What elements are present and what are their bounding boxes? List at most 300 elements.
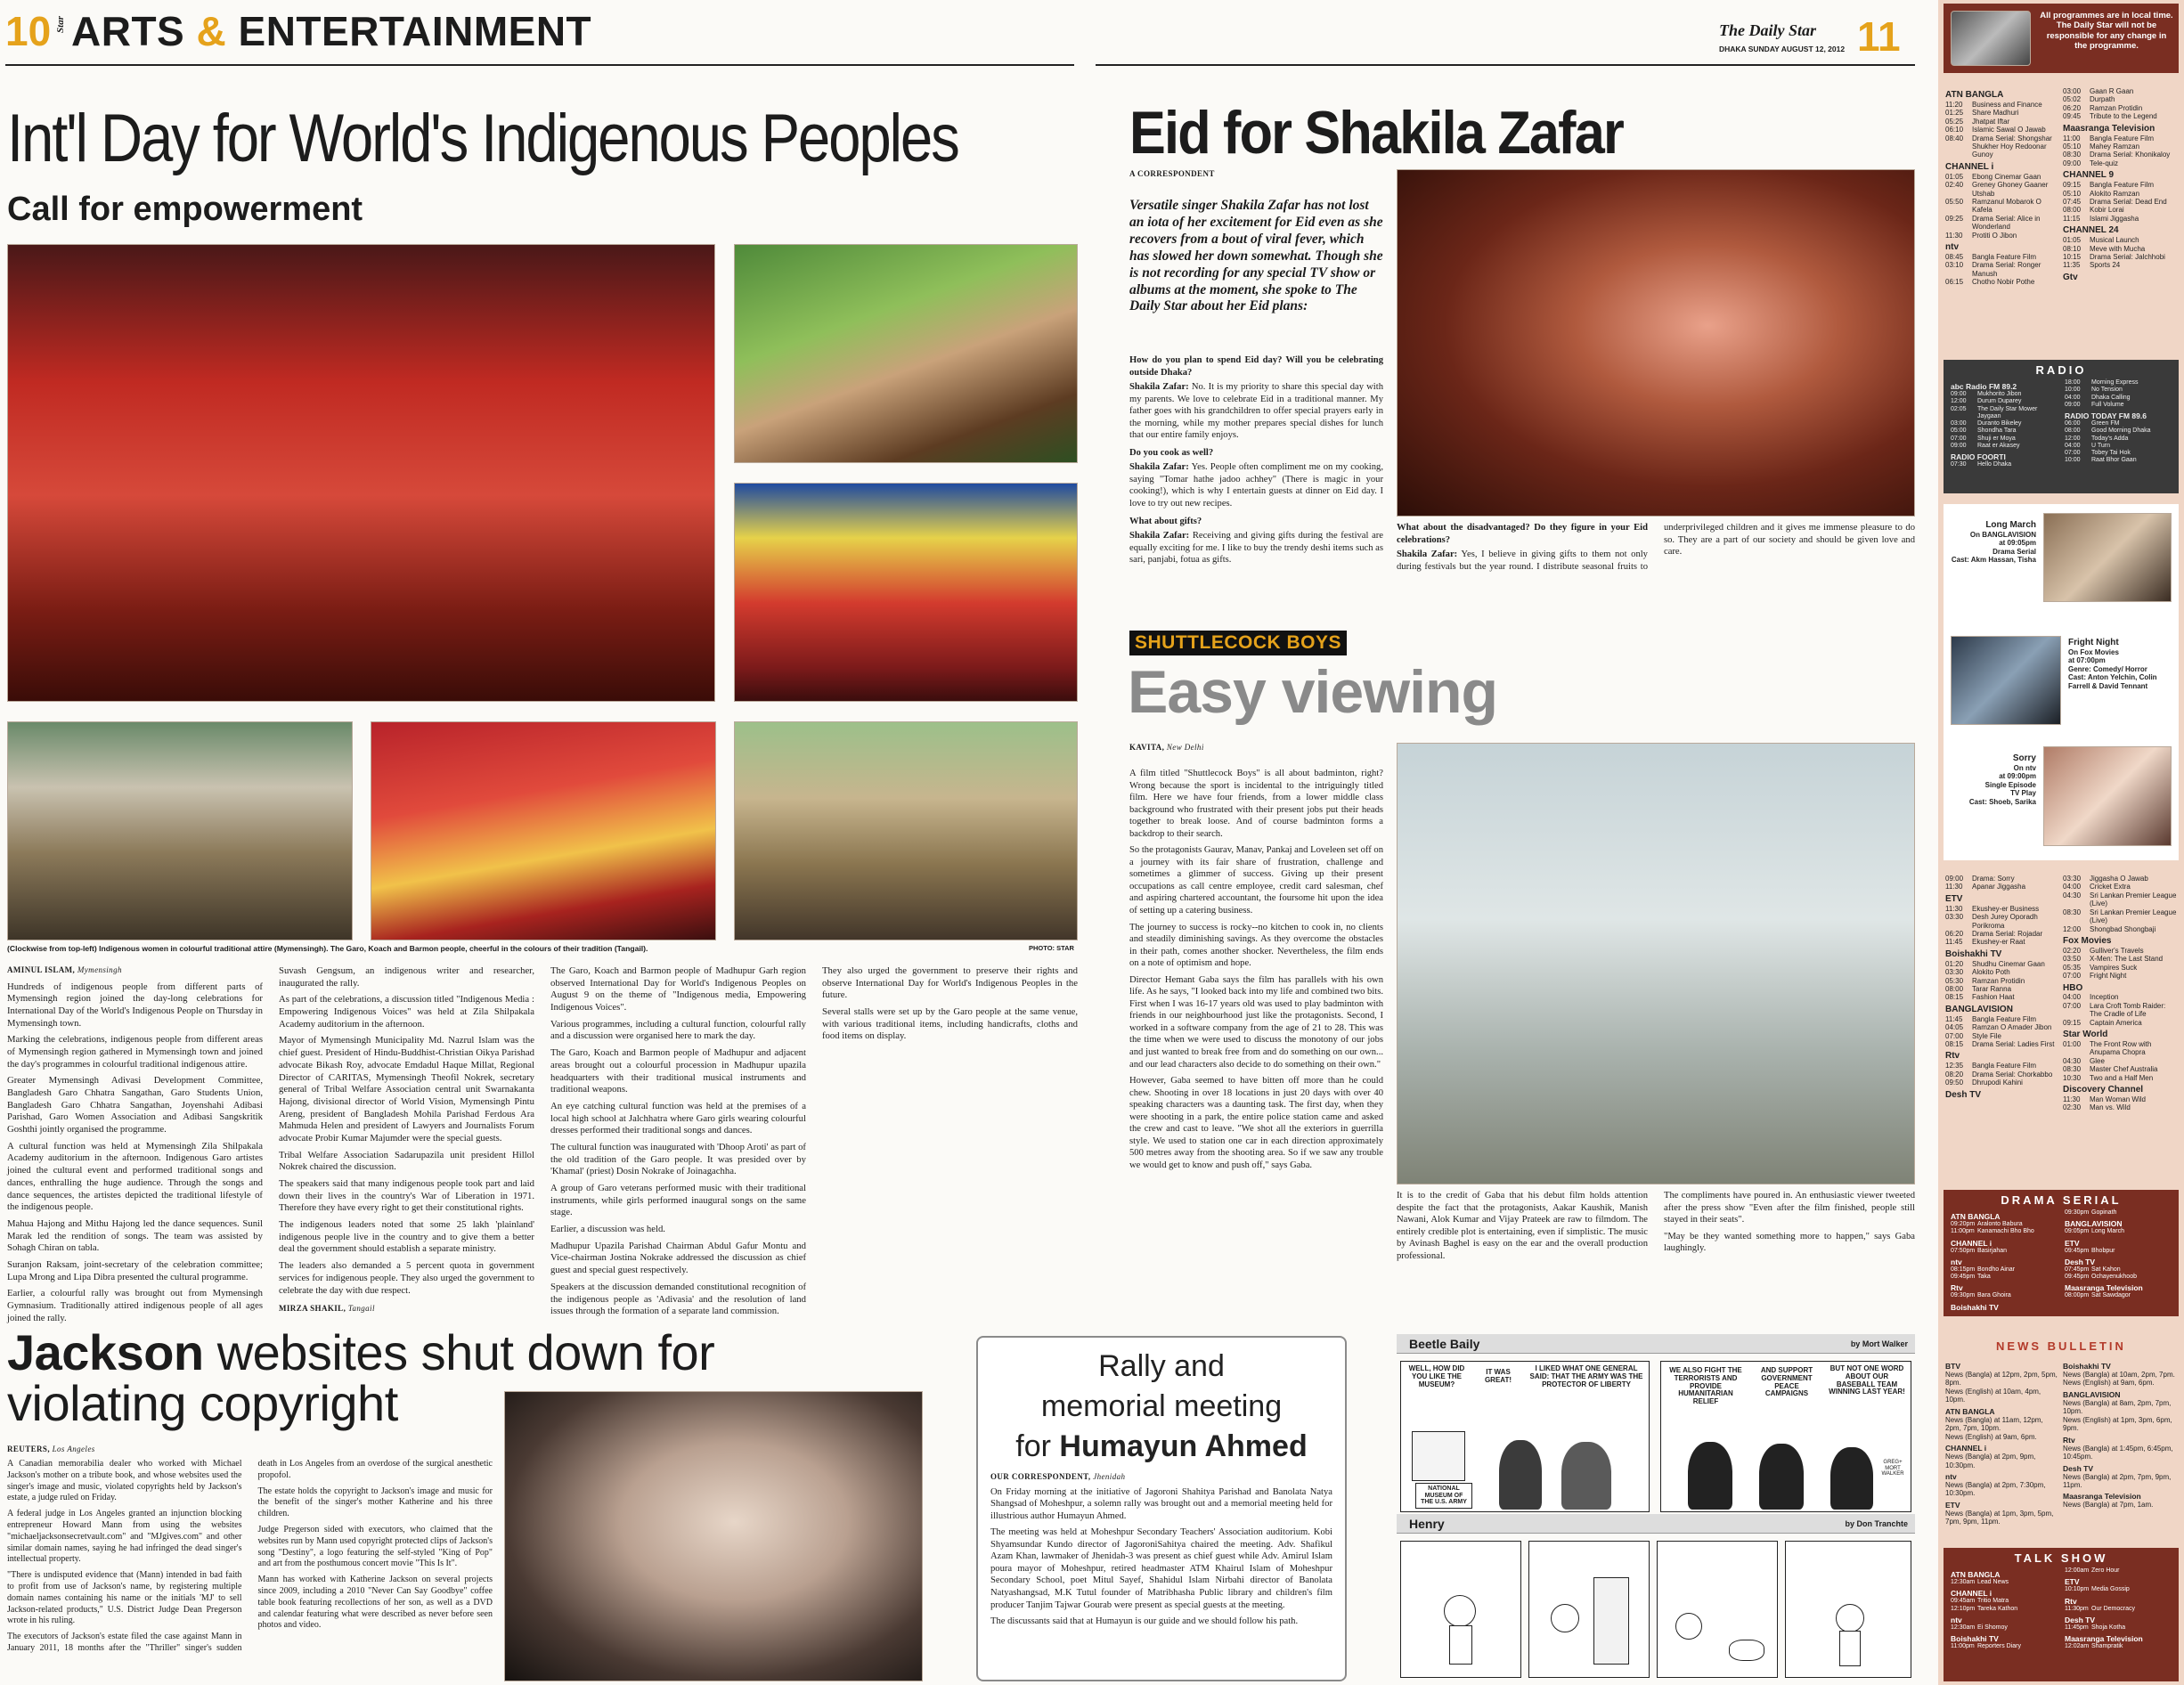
- listing-row: [2063, 151, 2179, 159]
- listing-row: [1945, 134, 2059, 159]
- paragraph: Speakers at the discussion demanded constitutional recognition of the indigenous people as 'Adivasia' and the resolution of land issues through the formation of a separate land commission.: [550, 1281, 806, 1317]
- listing-row: [2063, 1103, 2179, 1111]
- listing-row: [2065, 435, 2173, 443]
- listing-time: 11:00pm: [1951, 1643, 1975, 1650]
- listing-row: [1945, 1070, 2059, 1079]
- listing-show: Tritio Matra: [1977, 1598, 2009, 1605]
- listing-time: 08:15: [1945, 1039, 1964, 1048]
- listing-time: 06:00: [2065, 420, 2081, 427]
- listing-time: 10:30: [2063, 1073, 2082, 1082]
- talk-col-1: [1951, 1567, 2059, 1650]
- channel-name: ETV: [1945, 1500, 1960, 1510]
- listing-row: [1945, 232, 2059, 240]
- listing-row: [2063, 1074, 2179, 1082]
- paragraph: The indigenous leaders noted that some 25 lakh 'plainland' indigenous people live in the country and to give them a better deal the government should establish a separate ministry.: [279, 1219, 534, 1255]
- answer: Shakila Zafar: Yes. People often compliment me on my cooking, saying "Tomar hathe jadoo achhey" (There is magic in your cooking!), which is why I entertain guests at dinner on Eid day. I love to try out new recipes.: [1129, 462, 1383, 509]
- photo-shakila-zafar: [1397, 169, 1915, 517]
- listing-time: 05:10: [2063, 142, 2082, 151]
- listing-time: 12:02am: [2065, 1643, 2090, 1650]
- listing-time: 07:00: [2065, 450, 2081, 457]
- paragraph: Director Hemant Gaba says the film has parallels with his own life. As he says, "I looked back into my life and combined two bits. First when I was 16-17 years old was used to play badminton with friends in our neighbourhood just like the protagonists. Second, I worked in a software company from the age of 21 to 28. This was the time when we were used to discuss the monotony of our jobs and just wanted to break free from and do something on our own... and our lead characters also decide to do something on their own.": [1129, 974, 1384, 1070]
- listing-row: [2063, 1002, 2179, 1019]
- listing-time: 04:30: [2063, 891, 2082, 899]
- right-masthead: [1719, 13, 1924, 62]
- listing-row: [2065, 1624, 2173, 1632]
- listing-row: [1951, 1579, 2059, 1586]
- henry-title-bar: [1397, 1514, 1915, 1534]
- listing-row: [1945, 985, 2059, 993]
- listing-row: [2063, 964, 2179, 972]
- left-masthead: [0, 7, 891, 61]
- henry-figure-icon: [1444, 1595, 1476, 1627]
- listing-row: [1945, 1023, 2059, 1031]
- speech-bubble: WE ALSO FIGHT THE TERRORISTS AND PROVIDE HUMANITARIAN RELIEF: [1669, 1366, 1742, 1406]
- photo-seated-crowd: [371, 721, 716, 940]
- listing-show: Lead News: [1977, 1579, 2009, 1586]
- listing-show: Kobir Lorai: [2090, 206, 2124, 215]
- listing-row: [2063, 908, 2179, 925]
- bulletin-times: News (English) at 9am, 6pm.: [2063, 1379, 2155, 1388]
- listing-show: Aralonto Babura: [1977, 1221, 2023, 1228]
- listing-show: The Daily Star Mower Jaygaan: [1977, 405, 2038, 419]
- tv-set-icon: [1951, 11, 2031, 66]
- listing-time: 09:25: [1945, 214, 1964, 223]
- listing-row: [2063, 206, 2179, 214]
- paragraph: As part of the celebrations, a discussion titled "Indigenous Media : Empowering Indigenous Voices" was held at Zila Shilpakala Academy auditorium in the afternoon.: [279, 994, 534, 1030]
- news-bulletin-box: [1944, 1339, 2179, 1543]
- channel-name: CHANNEL i: [1951, 1589, 1992, 1599]
- promo-line: On ntv: [2013, 763, 2036, 772]
- listing-time: 08:15pm: [1951, 1266, 1976, 1273]
- artist-signature: GREG+ MORT WALKER: [1881, 1460, 1904, 1477]
- paragraph: Suranjon Raksam, joint-secretary of the celebration committee; Lupa Mrong and Lipa Dibra presented the cultural programme.: [7, 1258, 263, 1282]
- listing-row: [2065, 1567, 2173, 1575]
- promo-line: TV Play: [2010, 789, 2036, 798]
- listing-time: 01:25: [1945, 109, 1964, 118]
- tv-listing-col-2: [2063, 87, 2179, 283]
- listing-show: Drama Serial: Jalchhobi: [2090, 252, 2165, 261]
- paragraph: The speakers said that many indigenous people took part and laid down their lives in the country's War of Liberation in 1971. Therefore they have every right to get their constitutional rights.: [279, 1178, 534, 1214]
- listing-time: 12:30am: [1951, 1624, 1976, 1631]
- listing-row: [2063, 253, 2179, 261]
- talk-show-title: TALK SHOW: [2014, 1551, 2108, 1565]
- listing-time: 02:05: [1951, 405, 1967, 412]
- listings-sidebar: [1938, 0, 2184, 1685]
- listing-show: Gaan R Gaan: [2090, 87, 2134, 95]
- listing-row: [2065, 443, 2173, 450]
- channel-name: HBO: [2063, 982, 2083, 993]
- channel-name: Maasranga Television: [2063, 1492, 2141, 1502]
- answer: Shakila Zafar: No. It is my priority to share this special day with my parents. We love to celebrate Eid in a traditional manner. My father goes with his grandchildren to offer special prayers early in the morning, while my mother prepares special dishes for lunch that our entire family enjoys.: [1129, 382, 1383, 441]
- listing-time: 07:00: [1945, 1031, 1964, 1040]
- jackson-headline-bold: Jackson: [7, 1324, 204, 1380]
- promo-sorry: [1951, 753, 2036, 806]
- rally-byline: OUR CORRESPONDENT, Jhenidah: [990, 1471, 1126, 1481]
- listing-row: [1945, 126, 2059, 134]
- listing-row: [1945, 930, 2059, 938]
- listing-show: Shondha Tara: [1977, 427, 2017, 435]
- listing-time: 12:10pm: [1951, 1605, 1976, 1612]
- listing-time: 01:05: [2063, 236, 2082, 245]
- channel-name: Gtv: [2063, 272, 2078, 282]
- listing-time: 09:45pm: [1951, 1274, 1976, 1281]
- listing-row: [1951, 435, 2059, 443]
- shuttlecock-body-1: [1129, 768, 1383, 1289]
- paragraph: The meeting was held at Moheshpur Secondary Teachers' Association auditorium. Kobi Shyamsundar Kundo director of JagoroniSahitya chaired the meeting. Adv. Shafikul Azam Khan, lawmaker of Jhenidah-3 was present as chief guest while Adv. Amirul Islam poura mayor of Moheshpur, retired headmaster ATM Khairul Islam of Moheshpur Secondary School, poet Mitul Sayef, Shahidul Islam Nirbahi director of Banolata Natyashangsad, M.K Tutul founder of Matribhasha Public library and children's film producer Tanjim Tajwar Gourab were present as special guests at the meeting.: [990, 1527, 1332, 1610]
- listing-row: [2063, 993, 2179, 1001]
- bulletin-times: News (Bangla) at 2pm, 9pm, 10:30pm.: [1945, 1453, 2036, 1469]
- listing-time: 10:00: [2065, 457, 2081, 464]
- dog-icon: [1729, 1640, 1764, 1661]
- listing-row: [1951, 1643, 2059, 1650]
- listing-show: Captain America: [2090, 1018, 2142, 1027]
- listing-row: [1951, 398, 2059, 405]
- listing-time: 11:30: [2063, 1095, 2081, 1103]
- paragraph: It is to the credit of Gaba that his debut film holds attention despite the fact that the protagonists, Aakar Kaushik, Manish Nawani, Alok Kumar and Vijay Prateek are raw to filmdom. The entirely credible plot is entertaining, even if simplistic. The music by Avinash Baghel is easy on the ear and the overall production professional.: [1397, 1191, 1648, 1261]
- listing-time: 09:45pm: [2065, 1247, 2090, 1254]
- listing-row: [1945, 1040, 2059, 1048]
- listing-show: X-Men: The Last Stand: [2090, 955, 2164, 964]
- listing-show: Bangla Feature Film: [1972, 252, 2037, 261]
- listing-row: [2065, 379, 2173, 387]
- listing-show: Sri Lankan Premier League (Live): [2090, 891, 2177, 908]
- listing-time: 08:30: [2063, 151, 2082, 159]
- listing-row: [2063, 1019, 2179, 1027]
- question: What about the disadvantaged? Do they figure in your Eid celebrations?: [1397, 523, 1648, 545]
- listing-row: [1945, 883, 2059, 891]
- rally-box: [976, 1336, 1347, 1681]
- listing-time: 05:35: [2063, 963, 2082, 972]
- paragraph: A group of Garo veterans performed music with their traditional instruments, while girls performed inaugural songs on the same stage.: [550, 1183, 806, 1218]
- channel-name: Desh TV: [2065, 1257, 2096, 1266]
- paragraph: The discussants said that at Humayun is our guide and we should follow his path.: [990, 1616, 1299, 1627]
- listing-show: Jiggasha O Jawab: [2090, 875, 2148, 883]
- channel-name: Rtv: [2065, 1596, 2077, 1606]
- listing-show: Raat Bhor Gaan: [2091, 457, 2137, 464]
- listing-time: 01:00: [2063, 1039, 2082, 1048]
- listing-row: [2063, 87, 2179, 95]
- paragraph: Earlier, a discussion was held.: [550, 1224, 665, 1235]
- listing-row: [2063, 215, 2179, 223]
- bulletin-times: News (Bangla) at 7pm, 1am.: [2063, 1501, 2154, 1510]
- listing-show: Gulliver's Travels: [2090, 946, 2144, 955]
- listing-time: 09:30pm: [2065, 1209, 2090, 1216]
- radio-col-2: [2065, 379, 2173, 465]
- listing-row: [2063, 947, 2179, 955]
- henry-figure-icon: [1675, 1613, 1702, 1640]
- bulletin-times: News (Bangla) at 12pm, 2pm, 5pm, 8pm.: [1945, 1371, 2058, 1388]
- paragraph: The estate holds the copyright to Jackson's image and music for the benefit of the singer's mother Katherine and his three children.: [257, 1486, 493, 1519]
- listing-row: [2063, 198, 2179, 206]
- listing-time: 11:00pm: [1951, 1228, 1975, 1235]
- channel-name: ETV: [2065, 1577, 2080, 1587]
- listing-row: [1945, 1062, 2059, 1070]
- speech-bubble: AND SUPPORT GOVERNMENT PEACE CAMPAIGNS: [1760, 1366, 1813, 1398]
- listing-show: Business and Finance: [1972, 100, 2042, 109]
- listing-time: 08:30: [2063, 908, 2082, 916]
- page-number-right: 11: [1857, 13, 1901, 60]
- channel-name: Rtv: [2063, 1435, 2075, 1445]
- notice-box: [1944, 4, 2179, 73]
- listing-row: [1951, 1606, 2059, 1613]
- rally-headline: [990, 1347, 1332, 1467]
- listing-time: 09:45pm: [2065, 1274, 2090, 1281]
- channel-name: Fox Movies: [2063, 936, 2112, 947]
- listing-time: 08:20: [1945, 1070, 1964, 1079]
- listing-show: Share Madhuri: [1972, 109, 2019, 118]
- speech-bubble: I LIKED WHAT ONE GENERAL SAID: THAT THE ARMY WAS THE PROTECTOR OF LIBERTY: [1529, 1364, 1643, 1388]
- paragraph: On Friday morning at the initiative of Jagoroni Shahitya Parishad and Banolata Natya Shangsad of Moheshpur, a solemn rally was brought out and a memorial meeting held for illustrious author Humayun Ahmed.: [990, 1486, 1332, 1521]
- rally-body: [990, 1486, 1332, 1632]
- paragraph: Various programmes, including a cultural function, colourful rally and a discussion were organised here to mark the day.: [550, 1018, 806, 1042]
- photo-fright-night: [1951, 636, 2061, 725]
- paragraph: The leaders also demanded a 5 percent quota in government services for indigenous people. They also urged the government to celebrate the day with due respect.: [279, 1260, 534, 1296]
- listing-row: [1951, 1274, 2059, 1281]
- listing-time: 04:30: [2063, 1056, 2082, 1065]
- listing-row: [2065, 1643, 2173, 1650]
- listing-show: Gopinath: [2091, 1209, 2117, 1216]
- listing-show: Sports 24: [2090, 261, 2121, 270]
- news-col-1: [1945, 1359, 2058, 1526]
- listing-time: 08:10: [2063, 244, 2082, 253]
- channel-name: ntv: [1945, 1471, 1957, 1481]
- channel-name: Boishakhi TV: [2063, 1362, 2111, 1371]
- notice-text: All programmes are in local time. The Daily Star will not be responsible for any change in the programme.: [2040, 11, 2173, 52]
- museum-building-icon: [1412, 1431, 1465, 1481]
- listing-row: [1945, 1032, 2059, 1040]
- listing-row: [1945, 173, 2059, 181]
- listing-row: [2065, 1606, 2173, 1613]
- listing-time: 09:05pm: [2065, 1228, 2090, 1235]
- listing-show: Ramzan Protidin: [2090, 103, 2143, 112]
- listing-show: Tribute to the Legend: [2090, 112, 2157, 121]
- tv2-listing-col-1: [1945, 875, 2059, 1100]
- listing-show: Musical Launch: [2090, 236, 2139, 245]
- listing-row: [1945, 938, 2059, 946]
- photo-sorry: [2043, 746, 2172, 846]
- listing-show: Vampires Suck: [2090, 963, 2138, 972]
- bulletin-times: News (Bangla) at 10am, 2pm, 7pm.: [2063, 1371, 2175, 1380]
- listing-row: [1945, 875, 2059, 883]
- photo-dancers-mymensingh: [7, 244, 715, 702]
- listing-show: Kanamachi Bho Bho: [1977, 1228, 2034, 1235]
- photo-bamboo-instruments: [734, 721, 1078, 940]
- listing-row: [1945, 905, 2059, 913]
- paragraph: A Canadian memorabilia dealer who worked with Michael Jackson's mother on a tribute book, and whose websites used the singer's image and music, violated copyrights held by Jackson's estate, a judge ruled on Friday.: [7, 1459, 242, 1503]
- paragraph: Judge Pregerson sided with executors, who claimed that the websites run by Mann used copyright protected clips of Jackson's song "Destiny", a logo featuring the self-styled "King of Pop" and art from the posthumous concert movie "This Is It".: [257, 1524, 493, 1569]
- listing-show: Long March: [2091, 1228, 2124, 1235]
- listing-time: 11:45pm: [2065, 1624, 2089, 1631]
- listing-time: 06:20: [1945, 929, 1964, 938]
- listing-show: Ramzanul Mobarok O Kafela: [1972, 197, 2041, 215]
- listing-show: Cricket Extra: [2090, 883, 2131, 891]
- listing-row: [2063, 883, 2179, 891]
- listing-show: U Turn: [2091, 442, 2111, 449]
- listing-time: 07:00: [1951, 435, 1967, 442]
- listing-row: [2065, 1292, 2173, 1299]
- listing-show: Fashion Haat: [1972, 993, 2015, 1002]
- listing-row: [1945, 968, 2059, 976]
- paragraph: A film titled "Shuttlecock Boys" is all about badminton, right? Wrong because the sport is incidental to the intriguingly titled film. Here we have four friends, from a lower middle class background who frustrated with their present jobs put their heads together to break loose. And of course badminton forms a backdrop to their search.: [1129, 769, 1383, 839]
- jackson-headline-rest: websites shut down for violating copyright: [7, 1324, 715, 1432]
- listing-row: [2063, 112, 2179, 120]
- henry-author: by Don Tranchte: [1845, 1519, 1908, 1528]
- promo-line: Genre: Comedy/ Horror: [2068, 664, 2147, 673]
- listing-show: Our Democracy: [2091, 1605, 2136, 1612]
- listing-show: Bara Ghoira: [1977, 1292, 2011, 1299]
- paragraph: Earlier, a colourful rally was brought out from Mymensingh Gymnasium. Traditionally attired indigenous people of all ages joined the rally.: [7, 1288, 263, 1323]
- indigenous-columns: [7, 965, 1078, 1331]
- channel-name: ATN BANGLA: [1951, 1212, 2001, 1221]
- photo-long-march: [2043, 513, 2172, 602]
- photo-group-banner: [734, 483, 1078, 702]
- listing-time: 11:45: [1945, 938, 1963, 947]
- paragraph: The compliments have poured in. An enthusiastic viewer tweeted after the press show "Even after the film finished, people still stayed in their seats".: [1664, 1191, 1915, 1225]
- promo-line: On BANGLAVISION: [1969, 530, 2036, 539]
- listing-row: [2063, 104, 2179, 112]
- promo-line: Cast: Shoeb, Sarika: [1968, 797, 2036, 806]
- listing-show: Shongbad Shongbaji: [2090, 924, 2156, 933]
- listing-time: 01:05: [1945, 172, 1964, 181]
- paragraph: Several stalls were set up by the Garo people at the same venue, with various traditional items, including handicrafts, cloths and food items on display.: [822, 1006, 1078, 1042]
- listing-time: 09:00: [1951, 391, 1967, 398]
- drama-serial-box: [1944, 1190, 2179, 1316]
- listing-time: 11:30pm: [2065, 1605, 2089, 1612]
- photo-drummers: [734, 244, 1078, 463]
- listing-time: 11:35: [2063, 261, 2081, 270]
- listing-show: Drama Serial: Alice in Wonderland: [1972, 214, 2041, 232]
- listing-show: Shuji er Moya: [1977, 435, 2016, 442]
- jackson-byline: REUTERS, Los Angeles: [7, 1445, 95, 1453]
- talk-col-2: [2065, 1567, 2173, 1650]
- listing-show: Bangla Feature Film: [1972, 1062, 2037, 1070]
- rally-headline-1: Rally and: [1098, 1349, 1225, 1383]
- listing-show: Morning Express: [2091, 379, 2139, 386]
- listing-row: [1945, 913, 2059, 930]
- listing-row: [2065, 427, 2173, 435]
- listing-time: 09:15: [2063, 1018, 2082, 1027]
- listing-show: Alokito Poth: [1972, 968, 2010, 977]
- channel-name: CHANNEL i: [1945, 1444, 1987, 1453]
- news-col-2: [2063, 1359, 2177, 1510]
- answer: Shakila Zafar: Receiving and giving gifts during the festival are equally exciting for me. I like to buy the trendy deshi items such as sari, panjabi, fotua as gifts.: [1129, 531, 1384, 566]
- listing-row: [2063, 1040, 2179, 1057]
- paragraph: An eye catching cultural function was held at the premises of a local high school at Jalchhatra where Garo girls wearing colourful dresses performed their traditional songs and dances.: [550, 1100, 806, 1136]
- channel-name: CHANNEL 9: [2063, 170, 2115, 181]
- listing-row: [2063, 1095, 2179, 1103]
- paragraph: The journey to success is rocky--no kitchen to cook in, no clients and steadily diminishing savings. As they overcome the obstacles in their path, comes another shocker. Nevertheless, the film ends on a note of optimism and hope.: [1129, 922, 1383, 969]
- promo-line: at 09:00pm: [1999, 772, 2036, 781]
- promo-long-march: [1951, 520, 2036, 565]
- listing-show: Bondho Ainar: [1977, 1266, 2016, 1273]
- listing-time: 10:15: [2063, 252, 2082, 261]
- listing-row: [2063, 875, 2179, 883]
- listing-row: [2063, 1065, 2179, 1073]
- channel-name: BANGLAVISION: [1945, 1004, 2013, 1014]
- drama-col-1: [1951, 1209, 2059, 1312]
- beetle-panel-1: [1400, 1361, 1650, 1512]
- listing-show: Shudhu Cinemar Gaan: [1972, 959, 2045, 968]
- listing-row: [1945, 977, 2059, 985]
- listing-row: [1945, 993, 2059, 1001]
- listing-row: [1951, 1221, 2059, 1228]
- photo-elder-rally: [7, 721, 353, 940]
- paragraph: Hundreds of indigenous people from different parts of Mymensingh region joined the day-long celebrations for International Day of the World's Indigenous People on Thursday in Mymensingh town.: [7, 981, 263, 1029]
- question: How do you plan to spend Eid day? Will you be celebrating outside Dhaka?: [1129, 355, 1383, 378]
- listing-row: [2063, 236, 2179, 244]
- section-entertainment: ENTERTAINMENT: [238, 8, 592, 54]
- listing-show: Today's Adda: [2091, 435, 2129, 442]
- house-door-icon: [1593, 1577, 1629, 1665]
- paragraph: Madhupur Upazila Parishad Chairman Abdul Gafur Montu and Vice-chairman Jostina Nokrake addressed the discussion as chief guest and special guest respectively.: [550, 1240, 806, 1276]
- channel-name: BTV: [1945, 1362, 1960, 1371]
- channel-name: RADIO TODAY FM 89.6: [2065, 411, 2147, 420]
- drama-serial-title: DRAMA SERIAL: [2001, 1193, 2122, 1207]
- listing-show: Sri Lankan Premier League (Live): [2090, 908, 2177, 925]
- listing-time: 09:00: [2063, 159, 2082, 167]
- listing-time: 12:00: [2063, 924, 2082, 933]
- listing-time: 06:20: [2063, 103, 2082, 112]
- listing-show: Good Morning Dhaka: [2091, 427, 2151, 435]
- paragraph: A federal judge in Los Angeles granted an injunction blocking entrepreneur Howard Mann from using the websites "michaeljacksonsecretvault.com" and "MJgives.com" and other similar domain names, saying he had infringed the dead singer's intellectual property.: [7, 1509, 242, 1565]
- paper-name: The Daily Star: [1719, 21, 1817, 39]
- promo-title: Long March: [1985, 520, 2036, 530]
- listing-show: Taka: [1977, 1274, 1991, 1281]
- bulletin-times: News (Bangla) at 8am, 2pm, 7pm, 10pm.: [2063, 1398, 2172, 1416]
- indigenous-byline-2: MIRZA SHAKIL, Tangail: [279, 1304, 375, 1314]
- listing-time: 03:10: [1945, 261, 1964, 270]
- henry-strip: [1397, 1514, 1915, 1681]
- listing-row: [1945, 215, 2059, 232]
- listing-show: Durpath: [2090, 95, 2115, 104]
- shakila-body-2: [1397, 522, 1915, 591]
- photo-michael-jackson: [504, 1391, 923, 1681]
- listing-row: [2065, 1586, 2173, 1593]
- listing-row: [2063, 925, 2179, 933]
- listing-time: 02:40: [1945, 181, 1964, 190]
- listing-show: Two and a Half Men: [2090, 1073, 2154, 1082]
- listing-show: Drama Serial: Ladies First: [1972, 1039, 2055, 1048]
- bulletin-times: News (Bangla) at 2pm, 7:30pm, 10:30pm.: [1945, 1481, 2046, 1498]
- listing-show: Man vs. Wild: [2090, 1103, 2131, 1112]
- listing-show: The Front Row with Anupama Chopra: [2090, 1039, 2152, 1057]
- listing-show: Full Volume: [2091, 401, 2124, 408]
- listing-time: 11:15: [2063, 214, 2081, 223]
- paragraph: Greater Mymensingh Adivasi Development Committee, Bangladesh Garo Chhatra Sangathan, Garo Students Union, Bangladesh Garo Chhatra Sangathan, Joyenshahi Adibasi Parishad, Garo Women Association and Adibasi Sangskritik Goshthi jointly organised the programme.: [7, 1075, 263, 1136]
- listing-show: Ekushey-er Business: [1972, 904, 2040, 913]
- listing-show: Ei Shomoy: [1977, 1624, 2008, 1631]
- listing-row: [2063, 245, 2179, 253]
- listing-time: 11:00: [2063, 134, 2081, 142]
- channel-name: Boishakhi TV: [1951, 1634, 1999, 1644]
- listing-row: [1951, 1624, 2059, 1632]
- bulletin-times: News (Bangla) at 11am, 12pm, 2pm, 7pm, 10pm.: [1945, 1415, 2043, 1433]
- star-logo-small: Star: [55, 16, 66, 33]
- listing-show: Man Woman Wild: [2090, 1095, 2146, 1103]
- listing-row: [1951, 1598, 2059, 1605]
- listing-row: [1945, 1015, 2059, 1023]
- promo-line: at 09:05pm: [1999, 539, 2036, 548]
- listing-show: Tarar Ranna: [1972, 984, 2012, 993]
- indigenous-caption: (Clockwise from top-left) Indigenous women in colourful traditional attire (Mymensingh). The Garo, Koach and Barmon people, cheerful in the colours of their tradition (Tangail).: [7, 944, 648, 953]
- beetle-title: Beetle Baily: [1409, 1337, 1480, 1351]
- listing-row: [1945, 261, 2059, 278]
- listing-row: [2065, 402, 2173, 409]
- beetle-title-bar: [1397, 1334, 1915, 1354]
- paragraph: Marking the celebrations, indigenous people from different areas of Mymensingh region gathered in Mymensingh town and joined the day's programmes in colourful traditional indigenous attire.: [7, 1034, 263, 1070]
- henry-panel-3: [1657, 1541, 1778, 1678]
- listing-row: [2063, 1057, 2179, 1065]
